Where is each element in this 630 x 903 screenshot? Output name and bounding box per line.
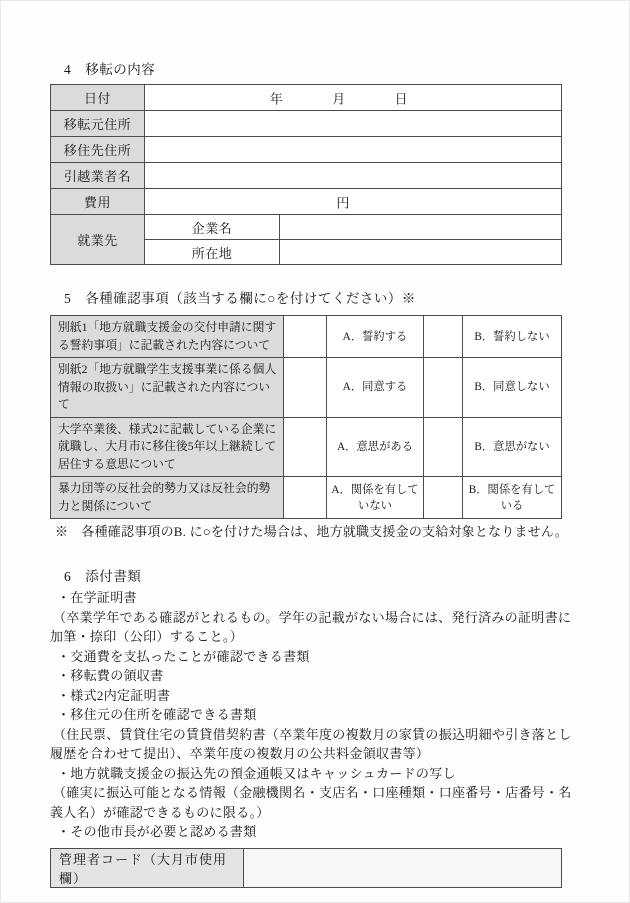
confirmation-item-description: 大学卒業後、様式2に記載している企業に就職し、大月市に移住後5年以上継続して居住する意思について xyxy=(51,417,284,477)
table-row xyxy=(51,477,562,519)
list-item: （住民票、賃貸住宅の賃貸借契約書（卒業年度の複数月の家賃の振込明細や引き落とし xyxy=(53,726,572,742)
company-name-cell xyxy=(280,215,562,240)
option-a-label: A．関係を有していない xyxy=(327,477,424,519)
table-row xyxy=(51,215,562,240)
circle-mark-cell-a xyxy=(284,477,327,519)
list-item: ・在学証明書 xyxy=(57,590,137,605)
yen-unit-label: 円 xyxy=(336,195,350,210)
option-b-label: B．関係を有している xyxy=(463,477,562,519)
destination-address-cell xyxy=(145,137,562,163)
circle-mark-cell-b xyxy=(424,417,463,477)
destination-address-label: 移住先住所 xyxy=(51,137,145,163)
option-b-label: B．同意しない xyxy=(463,358,562,418)
month-label: 月 xyxy=(332,91,346,106)
admin-code-cell xyxy=(244,848,562,887)
attached-documents-list xyxy=(50,588,574,842)
disqualification-note: ※ 各種確認事項のB. に○を付けた場合は、地方就職支援金の支給対象となりません。 xyxy=(55,524,569,539)
confirmation-item-description: 暴力団等の反社会的勢力又は反社会的勢力と関係について xyxy=(51,477,284,519)
circle-mark-cell-a xyxy=(284,316,327,358)
circle-mark-cell-a xyxy=(284,417,327,477)
year-label: 年 xyxy=(269,91,283,106)
list-item: （卒業学年である確認がとれるもの。学年の記載がない場合には、発行済みの証明書に xyxy=(53,609,572,625)
list-item: ・様式2内定証明書 xyxy=(57,687,171,703)
table-row xyxy=(51,848,562,887)
option-a-label: A．同意する xyxy=(327,358,424,418)
table-row xyxy=(51,189,562,215)
confirmation-items-table xyxy=(50,315,562,519)
confirmation-item-description: 別紙1「地方就職支援金の交付申請に関する誓約事項」に記載された内容について xyxy=(51,316,284,358)
list-item: （確実に振込可能となる情報（金融機関名・支店名・口座種類・口座番号・店番号・名 xyxy=(53,785,572,800)
list-item: 加筆・捺印（公印）すること。） xyxy=(50,629,244,644)
cost-label: 費用 xyxy=(51,189,145,215)
circle-mark-cell-b xyxy=(424,316,463,358)
option-a-label: A．誓約する xyxy=(327,316,424,358)
table-row xyxy=(51,358,562,418)
admin-code-label: 管理者コード（大月市使用欄） xyxy=(51,848,244,887)
admin-code-table xyxy=(50,848,562,888)
confirmation-item-description: 別紙2「地方就職学生支援事業に係る個人情報の取扱い」に記載された内容について xyxy=(51,358,284,418)
table-row xyxy=(51,163,562,189)
section5-heading: 5 各種確認事項（該当する欄に○を付けてください）※ xyxy=(64,291,416,306)
company-address-label: 所在地 xyxy=(145,240,280,265)
employer-label: 就業先 xyxy=(51,215,145,265)
option-a-label: A．意思がある xyxy=(327,417,424,477)
cost-value-cell xyxy=(145,189,562,215)
table-row xyxy=(51,137,562,163)
moving-company-cell xyxy=(145,163,562,189)
relocation-details-table xyxy=(50,84,562,265)
list-item: ・移転費の領収書 xyxy=(57,668,164,683)
list-item: ・交通費を支払ったことが確認できる書類 xyxy=(57,648,310,664)
circle-mark-cell-b xyxy=(424,358,463,418)
origin-address-cell xyxy=(145,111,562,137)
section6-heading: 6 添付書類 xyxy=(64,569,142,584)
option-b-label: B．誓約しない xyxy=(463,316,562,358)
option-b-label: B．意思がない xyxy=(463,417,562,477)
table-row xyxy=(51,316,562,358)
date-value-cell xyxy=(145,85,562,111)
table-row xyxy=(51,417,562,477)
circle-mark-cell-a xyxy=(284,358,327,418)
company-address-cell xyxy=(280,240,562,265)
list-item: ・その他市長が必要と認める書類 xyxy=(57,824,257,839)
circle-mark-cell-b xyxy=(424,477,463,519)
moving-company-label: 引越業者名 xyxy=(51,163,145,189)
list-item: ・移住元の住所を確認できる書類 xyxy=(57,707,257,722)
origin-address-label: 移転元住所 xyxy=(51,111,145,137)
list-item: 履歴を合わせて提出）、卒業年度の複数月の公共料金領収書等） xyxy=(50,746,430,761)
table-row xyxy=(51,111,562,137)
company-name-label: 企業名 xyxy=(145,215,280,240)
list-item: ・地方就職支援金の振込先の預金通帳又はキャッシュカードの写し xyxy=(57,765,456,781)
date-label: 日付 xyxy=(51,85,145,111)
day-label: 日 xyxy=(394,91,408,106)
list-item: 義人名）が確認できるものに限る。） xyxy=(50,804,270,820)
section4-heading: 4 移転の内容 xyxy=(64,62,156,77)
table-row xyxy=(51,85,562,111)
